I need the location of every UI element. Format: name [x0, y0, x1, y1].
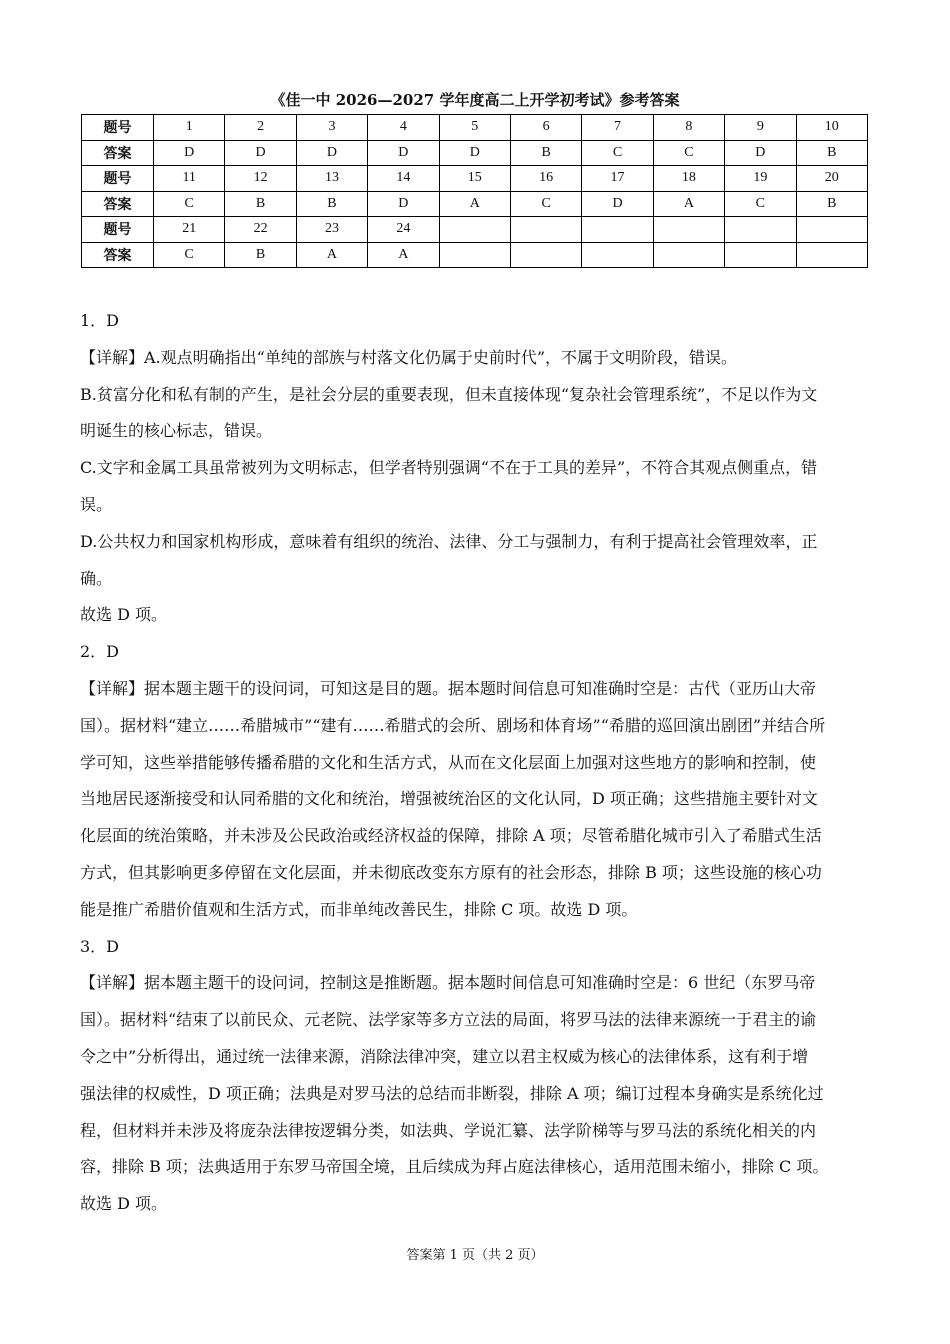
table-cell: D [225, 140, 296, 166]
table-cell: 22 [225, 217, 296, 243]
table-cell: 9 [725, 115, 796, 141]
text-line: 2．D [80, 642, 120, 662]
text-line: 能是推广希腊价值观和生活方式，而非单纯改善民生，排除 C 项。故选 D 项。 [80, 899, 638, 919]
answer-table [81, 114, 868, 268]
table-cell: D [439, 140, 510, 166]
table-cell: 18 [653, 166, 724, 192]
text-line: 强法律的权威性，D 项正确；法典是对罗马法的总结而非断裂，排除 A 项；编订过程本身确实是系统化过 [80, 1083, 824, 1103]
table-cell: 6 [510, 115, 581, 141]
table-cell [582, 217, 653, 243]
table-cell [510, 242, 581, 268]
table-row [82, 166, 868, 192]
text-line: 化层面的统治策略，并未涉及公民政治或经济权益的保障，排除 A 项；尽管希腊化城市引入了希腊式生活 [80, 826, 822, 846]
table-cell: C [154, 242, 225, 268]
table-cell: C [653, 140, 724, 166]
table-cell: B [796, 191, 867, 217]
table-cell: A [296, 242, 367, 268]
table-cell [725, 217, 796, 243]
table-cell [653, 217, 724, 243]
text-line: 学可知，这些举措能够传播希腊的文化和生活方式，从而在文化层面上加强对这些地方的影响和控制，使 [80, 752, 817, 772]
table-cell: C [154, 191, 225, 217]
table-cell: 23 [296, 217, 367, 243]
table-row [82, 140, 868, 166]
table-cell: 16 [510, 166, 581, 192]
text-line: 误。 [80, 494, 113, 514]
table-cell: 20 [796, 166, 867, 192]
table-cell: A [368, 242, 439, 268]
table-cell: 4 [368, 115, 439, 141]
row-label: 答案 [82, 191, 154, 217]
text-line: 程，但材料并未涉及将庞杂法律按逻辑分类，如法典、学说汇纂、法学阶梯等与罗马法的系统化相关的内 [80, 1120, 817, 1140]
text-line: 【详解】据本题主题干的设问词，控制这是推断题。据本题时间信息可知准确时空是：6 世纪（东罗马帝 [80, 973, 816, 993]
table-cell: 7 [582, 115, 653, 141]
table-cell: C [510, 191, 581, 217]
table-cell: D [368, 140, 439, 166]
text-line: 国）。据材料“结束了以前民众、元老院、法学家等多方立法的局面，将罗马法的法律来源统一于君主的谕 [80, 1010, 817, 1030]
table-cell: B [225, 242, 296, 268]
table-cell: C [725, 191, 796, 217]
table-cell: 8 [653, 115, 724, 141]
text-line: 【详解】据本题主题干的设问词，可知这是目的题。据本题时间信息可知准确时空是：古代（亚历山大帝 [80, 678, 817, 698]
table-cell: B [510, 140, 581, 166]
table-cell: D [154, 140, 225, 166]
table-row [82, 115, 868, 141]
table-cell: 5 [439, 115, 510, 141]
text-line: 故选 D 项。 [80, 605, 168, 625]
table-cell: A [653, 191, 724, 217]
table-cell [796, 242, 867, 268]
text-line: 当地居民逐渐接受和认同希腊的文化和统治，增强被统治区的文化认同，D 项正确；这些措施主要针对文 [80, 789, 818, 809]
explanation-text [80, 303, 870, 1223]
table-cell: D [368, 191, 439, 217]
table-row [82, 217, 868, 243]
table-cell [582, 242, 653, 268]
table-cell: B [225, 191, 296, 217]
table-cell: 2 [225, 115, 296, 141]
table-cell: 14 [368, 166, 439, 192]
text-line: 方式，但其影响更多停留在文化层面，并未彻底改变东方原有的社会形态，排除 B 项；这些设施的核心功 [80, 862, 822, 882]
text-line: 3．D [80, 936, 120, 956]
table-cell [725, 242, 796, 268]
row-label: 答案 [82, 140, 154, 166]
text-line: C.文字和金属工具虽常被列为文明标志，但学者特别强调“不在于工具的差异”，不符合其观点侧重点，错 [80, 458, 818, 478]
row-label: 题号 [82, 217, 154, 243]
table-cell: 13 [296, 166, 367, 192]
table-cell: 10 [796, 115, 867, 141]
text-line: 确。 [80, 568, 113, 588]
table-cell [510, 217, 581, 243]
table-cell: A [439, 191, 510, 217]
text-line: D.公共权力和国家机构形成，意味着有组织的统治、法律、分工与强制力，有利于提高社会管理效率，正 [80, 531, 818, 551]
table-row [82, 242, 868, 268]
table-cell: B [296, 191, 367, 217]
text-line: 明诞生的核心标志，错误。 [80, 421, 273, 441]
text-line: 1．D [80, 311, 120, 330]
table-cell: C [582, 140, 653, 166]
page-title: 《佳一中 2026—2027 学年度高二上开学初考试》参考答案 [270, 91, 680, 109]
table-cell: 15 [439, 166, 510, 192]
page-footer: 答案第 1 页（共 2 页） [406, 1248, 544, 1263]
table-cell [796, 217, 867, 243]
table-cell: D [582, 191, 653, 217]
text-line: 容，排除 B 项；法典适用于东罗马帝国全境，且后续成为拜占庭法律核心，适用范围未缩小，排除 C 项。 [80, 1157, 829, 1177]
row-label: 题号 [82, 115, 154, 141]
table-row [82, 191, 868, 217]
row-label: 题号 [82, 166, 154, 192]
table-cell: 1 [154, 115, 225, 141]
table-cell: 17 [582, 166, 653, 192]
text-line: 令之中”分析得出，通过统一法律来源，消除法律冲突，建立以君主权威为核心的法律体系，这有利于增 [80, 1046, 809, 1066]
table-cell: B [796, 140, 867, 166]
table-cell: 3 [296, 115, 367, 141]
text-line: 国）。据材料“建立……希腊城市”“建有……希腊式的会所、剧场和体育场”“希腊的巡回演出剧团”并结合所 [80, 715, 826, 735]
table-cell: D [725, 140, 796, 166]
table-cell: 21 [154, 217, 225, 243]
text-line: 故选 D 项。 [80, 1194, 168, 1214]
table-cell [439, 242, 510, 268]
table-cell [653, 242, 724, 268]
text-line: B.贫富分化和私有制的产生，是社会分层的重要表现，但未直接体现“复杂社会管理系统”，不足以作为文 [80, 384, 818, 404]
table-cell: 19 [725, 166, 796, 192]
table-cell: 11 [154, 166, 225, 192]
table-cell: 24 [368, 217, 439, 243]
table-cell [439, 217, 510, 243]
table-cell: D [296, 140, 367, 166]
text-line: 【详解】A.观点明确指出“单纯的部族与村落文化仍属于史前时代”，不属于文明阶段，错误。 [80, 347, 738, 367]
table-cell: 12 [225, 166, 296, 192]
row-label: 答案 [82, 242, 154, 268]
